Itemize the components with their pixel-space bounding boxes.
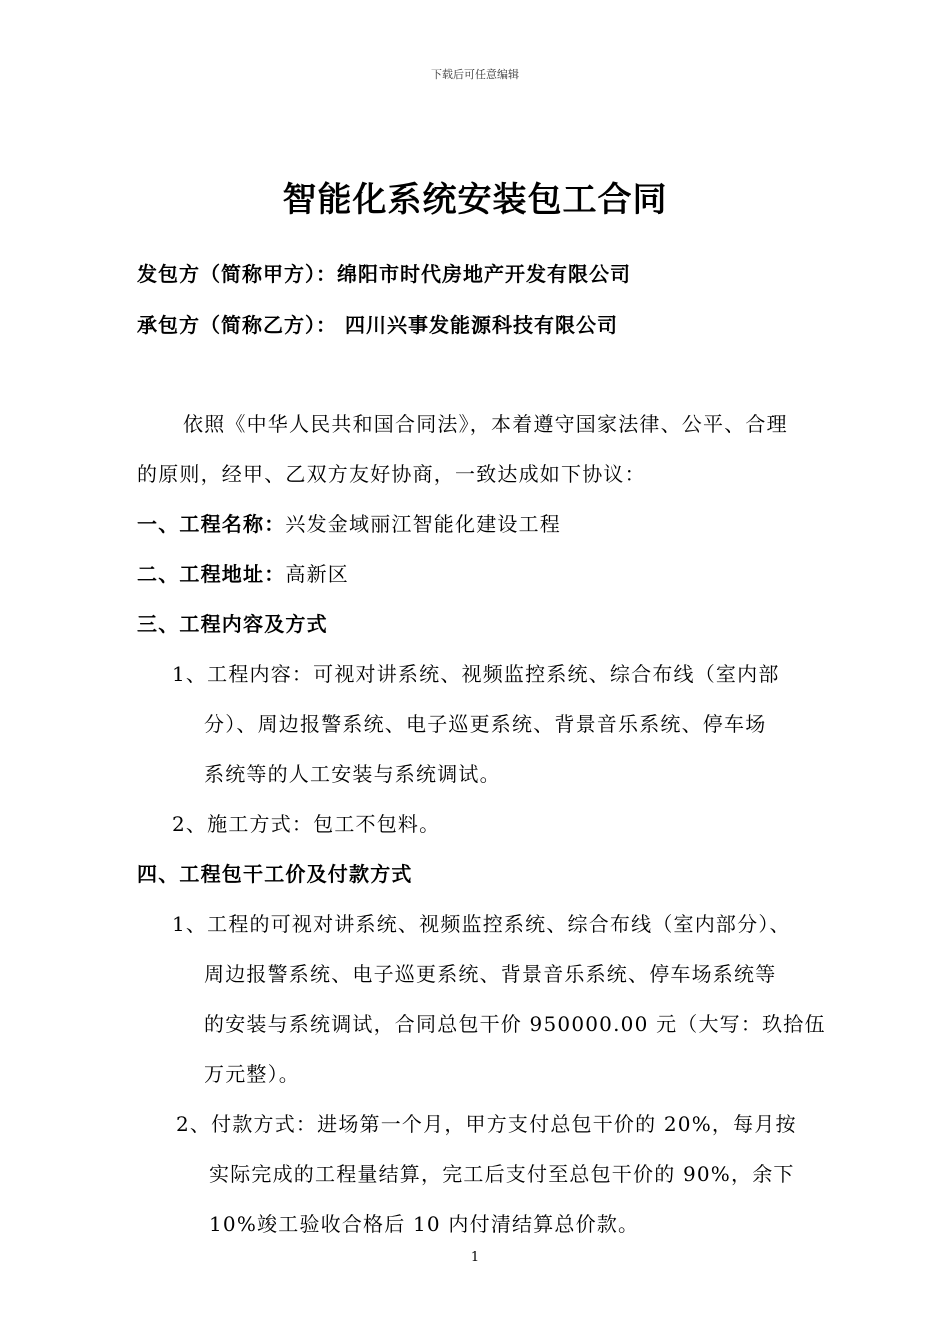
- party-b: [137, 309, 618, 338]
- section-3-item-2-line-1: 2、施工方式：包工不包料。: [172, 812, 441, 836]
- party-a-value: 绵阳市时代房地产开发有限公司: [337, 262, 631, 286]
- section-3-item-1-line-1: 1、工程内容：可视对讲系统、视频监控系统、综合布线（室内部: [172, 662, 780, 686]
- party-a-label: 发包方（简称甲方）：: [137, 262, 337, 286]
- section-2-label: 二、工程地址：: [137, 562, 286, 586]
- header-note: 下载后可任意编辑: [431, 68, 519, 81]
- section-3-heading: 三、工程内容及方式: [137, 612, 328, 636]
- section-4-item-1-line-1: 1、工程的可视对讲系统、视频监控系统、综合布线（室内部分）、: [172, 912, 791, 936]
- section-4-item-2-line-3: 10%竣工验收合格后 10 内付清结算总价款。: [209, 1212, 640, 1236]
- section-4-item-1-line-2: 周边报警系统、电子巡更系统、背景音乐系统、停车场系统等: [204, 962, 777, 986]
- party-b-value: 四川兴事发能源科技有限公司: [337, 313, 618, 337]
- section-3-item-1-line-2: 分）、周边报警系统、电子巡更系统、背景音乐系统、停车场: [204, 712, 767, 736]
- party-b-label: 承包方（简称乙方）：: [137, 313, 337, 337]
- section-1-label: 一、工程名称：: [137, 512, 286, 536]
- section-4-item-1-line-3: 的安装与系统调试，合同总包干价 950000.00 元（大写：玖拾伍: [204, 1012, 826, 1036]
- intro-line-1: 依照《中华人民共和国合同法》，本着遵守国家法律、公平、合理: [183, 412, 788, 436]
- party-a: [137, 258, 631, 287]
- section-4-item-2-line-2: 实际完成的工程量结算，完工后支付至总包干价的 90%，余下: [209, 1162, 795, 1186]
- section-1: [137, 508, 561, 537]
- section-4-item-1-line-4: 万元整）。: [204, 1062, 300, 1086]
- section-2-value: 高新区: [285, 562, 350, 586]
- section-3-item-1-line-3: 系统等的人工安装与系统调试。: [204, 762, 501, 786]
- section-4-heading: 四、工程包干工价及付款方式: [137, 862, 413, 886]
- section-1-value: 兴发金域丽江智能化建设工程: [285, 512, 562, 536]
- intro-line-2: 的原则，经甲、乙双方友好协商，一致达成如下协议：: [137, 462, 646, 486]
- page-number: 1: [470, 1250, 480, 1265]
- section-2: [137, 558, 349, 587]
- section-4-item-2-line-1: 2、付款方式：进场第一个月，甲方支付总包干价的 20%，每月按: [176, 1112, 797, 1136]
- contract-title: 智能化系统安装包工合同: [282, 180, 668, 220]
